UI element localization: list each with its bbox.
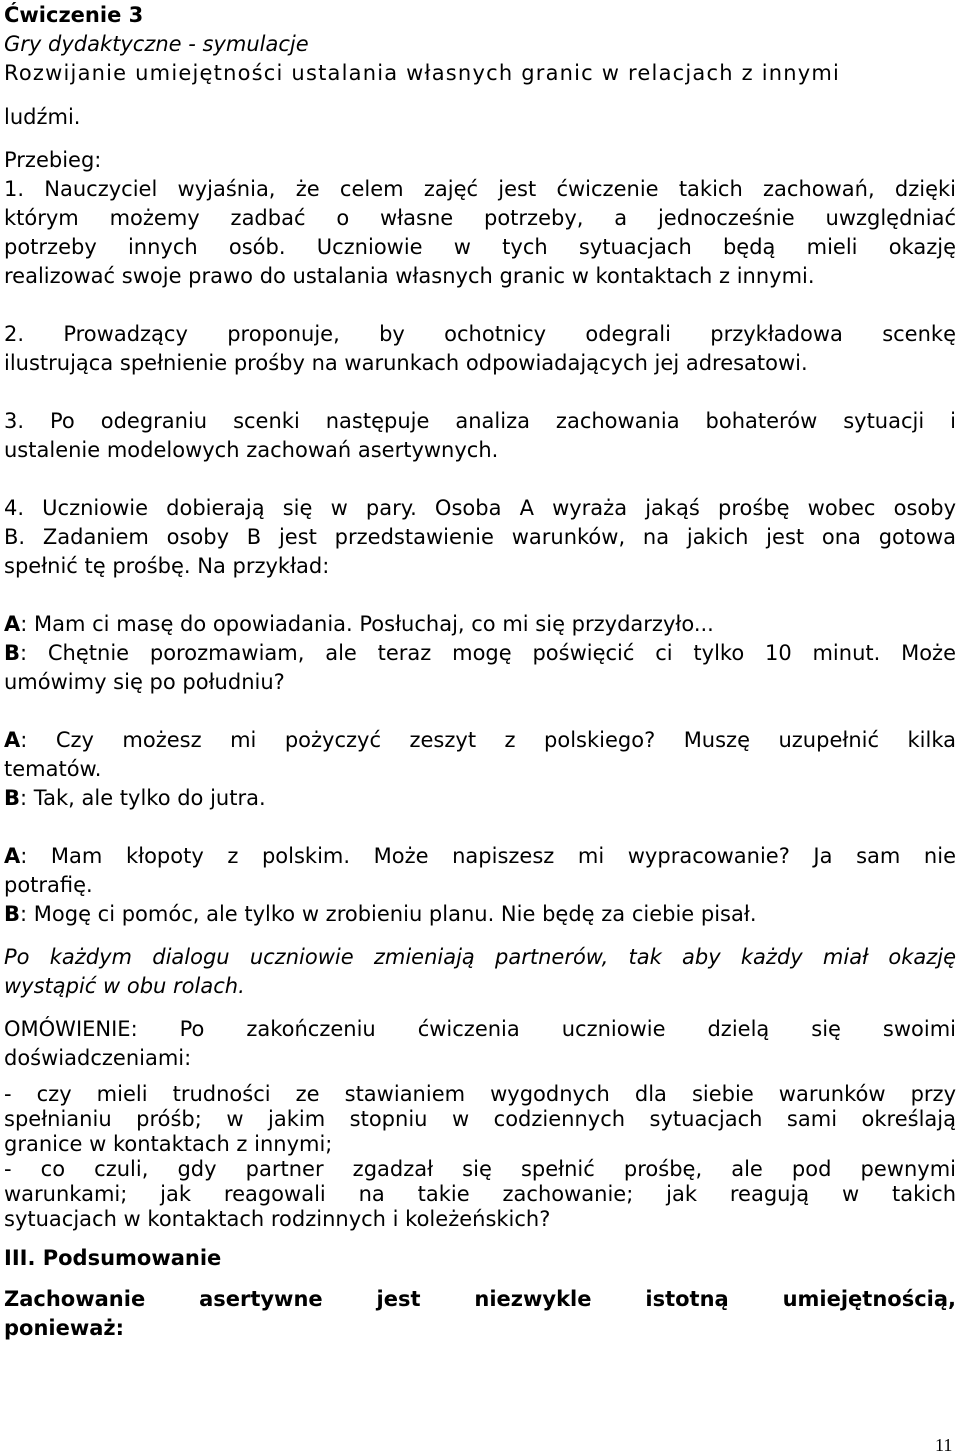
dialogue-2-b [4,784,956,812]
step-4-line-1: 4. Uczniowie dobierają się w pary. Osoba A wyraża jakąś prośbę wobec osoby [4,496,956,520]
speaker-a: A [4,728,21,752]
dialogue-2-b-text: : Tak, ale tylko do jutra. [20,786,266,810]
dialogue-3-a [4,842,956,870]
dialogue-3-b-text: : Mogę ci pomóc, ale tylko w zrobieniu planu. Nie będę za ciebie pisał. [20,902,757,926]
dialogue-1-a-text: : Mam ci masę do opowiadania. Posłuchaj, co mi się przydarzyło... [20,612,714,636]
step-3-line-2: ustalenie modelowych zachowań asertywnych. [4,438,499,462]
speaker-a: A [4,612,21,636]
step-4-line-3: spełnić tę prośbę. Na przykład: [4,554,330,578]
dialogue-3-b [4,900,956,928]
dialogue-1-a [4,610,956,638]
dialogue-2-a-text: : Czy możesz mi pożyczyć zeszyt z polskiego? Muszę uzupełnić kilka [20,728,956,752]
dialogue-1-b-text: : Chętnie porozmawiam, ale teraz mogę poświęcić ci tylko 10 minut. Może [20,641,956,665]
goal-line-2: ludźmi. [4,105,81,129]
step-1-line-4: realizować swoje prawo do ustalania własnych granic w kontaktach z innymi. [4,264,815,288]
discussion-q2-line-3: sytuacjach w kontaktach rodzinnych i koleżeńskich? [4,1207,551,1231]
exercise-title: Ćwiczenie 3 [4,3,144,27]
discussion-q1-line-2: spełnianiu próśb; w jakim stopniu w codziennych sytuacjach sami określają [4,1107,956,1131]
summary-heading: III. Podsumowanie [4,1246,222,1270]
speaker-b: B [4,786,21,810]
discussion-q1-line-1: - czy mieli trudności ze stawianiem wygodnych dla siebie warunków przy [4,1082,956,1106]
course-label: Przebieg: [4,148,102,172]
step-3-line-1: 3. Po odegraniu scenki następuje analiza zachowania bohaterów sytuacji i [4,409,956,433]
speaker-b: B [4,641,21,665]
step-2-line-1: 2. Prowadzący proponuje, by ochotnicy odegrali przykładowa scenkę [4,322,956,346]
summary-line-1: Zachowanie asertywne jest niezwykle istotną umiejętnością, [4,1287,956,1311]
speaker-b: B [4,902,21,926]
exercise-subtitle: Gry dydaktyczne - symulacje [4,32,309,56]
dialogue-3-a-text: : Mam kłopoty z polskim. Może napiszesz mi wypracowanie? Ja sam nie [20,844,956,868]
step-1-line-3: potrzeby innych osób. Uczniowie w tych sytuacjach będą mieli okazję [4,235,956,259]
step-4-line-2: B. Zadaniem osoby B jest przedstawienie warunków, na jakich jest ona gotowa [4,525,956,549]
speaker-a: A [4,844,21,868]
dialogue-2-a-cont: tematów. [4,757,102,781]
note-line-1: Po każdym dialogu uczniowie zmieniają partnerów, tak aby każdy miał okazję [4,945,956,969]
note-line-2: wystąpić w obu rolach. [4,974,245,998]
discussion-intro-1: OMÓWIENIE: Po zakończeniu ćwiczenia uczniowie dzielą się swoimi [4,1017,956,1041]
discussion-q2-line-1: - co czuli, gdy partner zgadzał się spełnić prośbę, ale pod pewnymi [4,1157,956,1181]
discussion-intro-2: doświadczeniami: [4,1046,192,1070]
dialogue-3-a-cont: potrafię. [4,873,93,897]
dialogue-2-a [4,726,956,754]
discussion-q1-line-3: granice w kontaktach z innymi; [4,1132,333,1156]
discussion-q2-line-2: warunkami; jak reagowali na takie zachowanie; jak reagują w takich [4,1182,956,1206]
dialogue-1-b [4,639,956,667]
step-1-line-2: którym możemy zadbać o własne potrzeby, a jednocześnie uwzględniać [4,206,956,230]
goal-line-1: Rozwijanie umiejętności ustalania własnych granic w relacjach z innymi [4,61,841,85]
page-number: 11 [935,1435,953,1455]
summary-line-2: ponieważ: [4,1316,125,1340]
dialogue-1-b-cont: umówimy się po południu? [4,670,285,694]
step-2-line-2: ilustrująca spełnienie prośby na warunkach odpowiadających jej adresatowi. [4,351,808,375]
step-1-line-1: 1. Nauczyciel wyjaśnia, że celem zajęć jest ćwiczenie takich zachowań, dzięki [4,177,956,201]
